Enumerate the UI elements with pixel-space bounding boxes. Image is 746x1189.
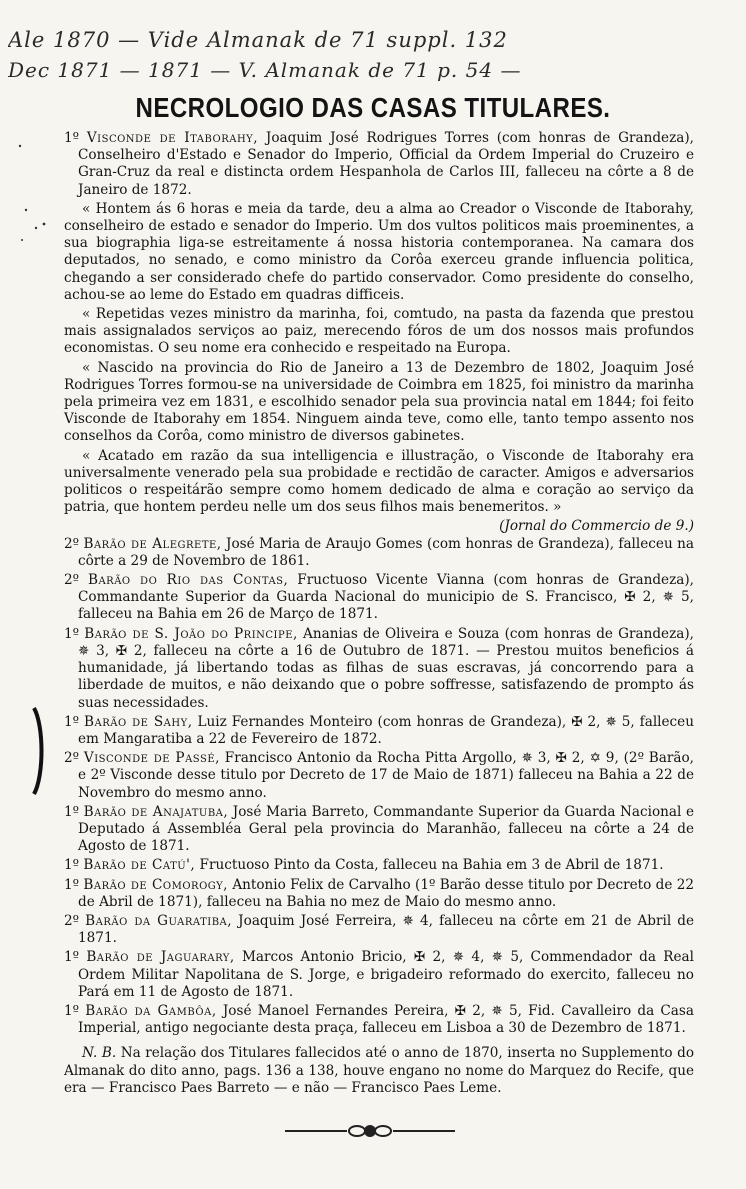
entry-number: 1º: [64, 713, 84, 730]
note-bene: [64, 1045, 694, 1097]
entry-title: Barão de Alegrete,: [83, 535, 222, 552]
list-item: [64, 949, 694, 1001]
entry-body: Ananias de Oliveira e Souza (com honras de Grandeza), ✵ 3, ✠ 2, falleceu na côrte a 16 de Outubro de 1871. — Prestou muitos beneficios á humanidade, já libertando todas as filhas de suas escravas, já concorrendo para a liberdade de muitos, e não deixando que o pobre soffresse, satisfazendo de prompto ás suas necessidades.: [78, 625, 694, 711]
entry-title: Barão do Rio das Contas,: [87, 572, 289, 589]
entry-number: 2º: [64, 535, 84, 552]
handwritten-note-line-2: Dec 1871 — 1871 — V. Almanak de 71 p. 54 —: [8, 58, 522, 82]
entry-body: José Maria de Araujo Gomes (com honras de Grandeza), falleceu na côrte a 29 de Novembro de 1861.: [78, 535, 694, 569]
entry-body: Francisco Antonio da Rocha Pitta Argollo, ✵ 3, ✠ 2, ✡ 9, (2º Barão, e 2º Visconde desse titulo por Decreto de 17 de Maio de 1871) falleceu na Bahia a 22 de Novembro do mesmo anno.: [78, 750, 694, 801]
list-item: [64, 913, 694, 947]
quote-paragraph-1: « Hontem ás 6 horas e meia da tarde, deu a alma ao Creador o Visconde de Itaborahy, conselheiro de estado e senador do Imperio. Um dos vultos politicos mais proeminentes, a sua biographia liga-se estreitamente á nossa historia contemporanea. Na camara dos deputados, no senado, e como ministro da Corôa exerceu grande influencia politica, chegando a ser considerado chefe do partido conservador. Como presidente do conselho, achou-se ao leme do Estado em quadras difficeis.: [64, 200, 694, 303]
quote-paragraph-2: « Repetidas vezes ministro da marinha, foi, comtudo, na pasta da fazenda que prestou mais assignalados serviços ao paiz, merecendo fóros de um dos nossos mais profundos economistas. O seu nome era conhecido e respeitado na Europa.: [64, 306, 694, 357]
entry-title: Barão de Anajatuba,: [83, 803, 229, 820]
entry-title: Barão de Sahy,: [83, 713, 193, 730]
entry-title: Barão da Gambôa,: [85, 1002, 217, 1019]
entry-title: Visconde de Passé,: [83, 750, 220, 767]
ornament-divider: [285, 1124, 455, 1138]
entry-title: Barão de Catú',: [83, 857, 196, 874]
entry-number: 1º: [64, 130, 87, 146]
margin-specks: [14, 140, 54, 260]
list-item: [64, 750, 694, 802]
entry-visconde-itaborahy: [64, 130, 694, 199]
list-item: [64, 877, 694, 911]
entry-body: Fructuoso Vicente Vianna (com honras de Grandeza), Commandante Superior da Guarda Nacional do municipio de S. Francisco, ✠ 2, ✵ 5, falleceu na Bahia em 26 de Março de 1871.: [78, 572, 694, 623]
handwritten-note-line-1: Ale 1870 — Vide Almanak de 71 suppl. 132: [8, 28, 508, 52]
quote-paragraph-3: « Nascido na provincia do Rio de Janeiro a 13 de Dezembro de 1802, Joaquim José Rodrigues Torres formou-se na universidade de Coimbra em 1825, foi ministro da marinha pela primeira vez em 1831, e escolhido senador pela sua provincia natal em 1844; foi feito Visconde de Itaborahy em 1854. Ninguem ainda teve, como elle, tanto tempo assento nos conselhos da Corôa, como ministro de diversos gabinetes.: [64, 359, 694, 445]
list-item: [64, 572, 694, 624]
entry-number: 1º: [64, 857, 84, 874]
entry-title: Barão de Comorogy,: [83, 876, 228, 893]
list-item: [64, 536, 694, 570]
entry-body: José Manoel Fernandes Pereira, ✠ 2, ✵ 5, Fid. Cavalleiro da Casa Imperial, antigo negociante desta praça, falleceu em Lisboa a 30 de Dezembro de 1871.: [78, 1002, 694, 1037]
list-item: [64, 714, 694, 748]
list-item: [64, 1003, 694, 1037]
entry-body: José Maria Barreto, Commandante Superior da Guarda Nacional e Deputado á Assembléa Geral pela provincia do Maranhão, falleceu na côrte a 24 de Agosto de 1871.: [78, 803, 694, 855]
entry-title: Barão de S. João do Principe,: [84, 625, 298, 642]
entry-title: Barão de Jaguarary,: [86, 949, 235, 966]
binding-mark: [32, 706, 46, 796]
quote-paragraph-4: « Acatado em razão da sua intelligencia e illustração, o Visconde de Itaborahy era universalmente venerado pela sua probidade e rectidão de caracter. Amigos e adversarios politicos o respeitárão sempre como homem dedicado de alma e coração ao serviço da patria, que hontem perdeu nelle um dos seus filhos mais benemeritos. »: [64, 447, 694, 516]
entry-title: Visconde de Itaborahy,: [86, 130, 259, 146]
entry-body: Fructuoso Pinto da Costa, falleceu na Bahia em 3 de Abril de 1871.: [195, 857, 664, 874]
entry-body: Antonio Felix de Carvalho (1º Barão desse titulo por Decreto de 22 de Abril de 1871), falleceu na Bahia no mez de Maio do mesmo anno.: [78, 876, 694, 910]
entry-number: 1º: [64, 803, 84, 820]
necrology-text: [64, 130, 694, 1097]
entry-number: 1º: [64, 625, 85, 642]
entry-number: 1º: [64, 1002, 86, 1019]
list-item: [64, 804, 694, 856]
entry-number: 2º: [64, 750, 84, 767]
note-bene-text: Na relação dos Titulares fallecidos até o anno de 1870, inserta no Supplemento do Almanak do dito anno, pags. 136 a 138, houve engano no nome do Marquez do Recife, que era — Francisco Paes Barreto — e não — Francisco Paes Leme.: [64, 1045, 694, 1096]
page-title: NECROLOGIO DAS CASAS TITULARES.: [135, 92, 611, 123]
entry-number: 1º: [64, 876, 84, 893]
entry-number: 2º: [64, 572, 88, 589]
entry-number: 1º: [64, 949, 87, 966]
list-item: [64, 857, 694, 874]
note-bene-label: N. B.: [82, 1045, 117, 1062]
entry-body: Joaquim José Rodrigues Torres (com honras de Grandeza), Conselheiro d'Estado e Senador do Imperio, Official da Ordem Imperial do Cruzeiro e Gran-Cruz da real e distincta ordem Hespanhola de Carlos III, falleceu na côrte a 8 de Janeiro de 1872.: [78, 130, 694, 198]
entry-title: Barão da Guaratiba,: [85, 912, 233, 929]
entry-body: Luiz Fernandes Monteiro (com honras de Grandeza), ✠ 2, ✵ 5, falleceu em Mangaratiba a 22 de Fevereiro de 1872.: [78, 713, 694, 747]
quote-source: (Jornal do Commercio de 9.): [499, 518, 694, 535]
entry-body: Joaquim José Ferreira, ✵ 4, falleceu na côrte em 21 de Abril de 1871.: [78, 912, 694, 947]
list-item: [64, 626, 694, 712]
entry-body: Marcos Antonio Bricio, ✠ 2, ✵ 4, ✵ 5, Commendador da Real Ordem Militar Napolitana de S. Jorge, e brigadeiro reformado do exercito, falleceu no Pará em 11 de Agosto de 1871.: [78, 949, 694, 1000]
entry-number: 2º: [64, 912, 86, 929]
